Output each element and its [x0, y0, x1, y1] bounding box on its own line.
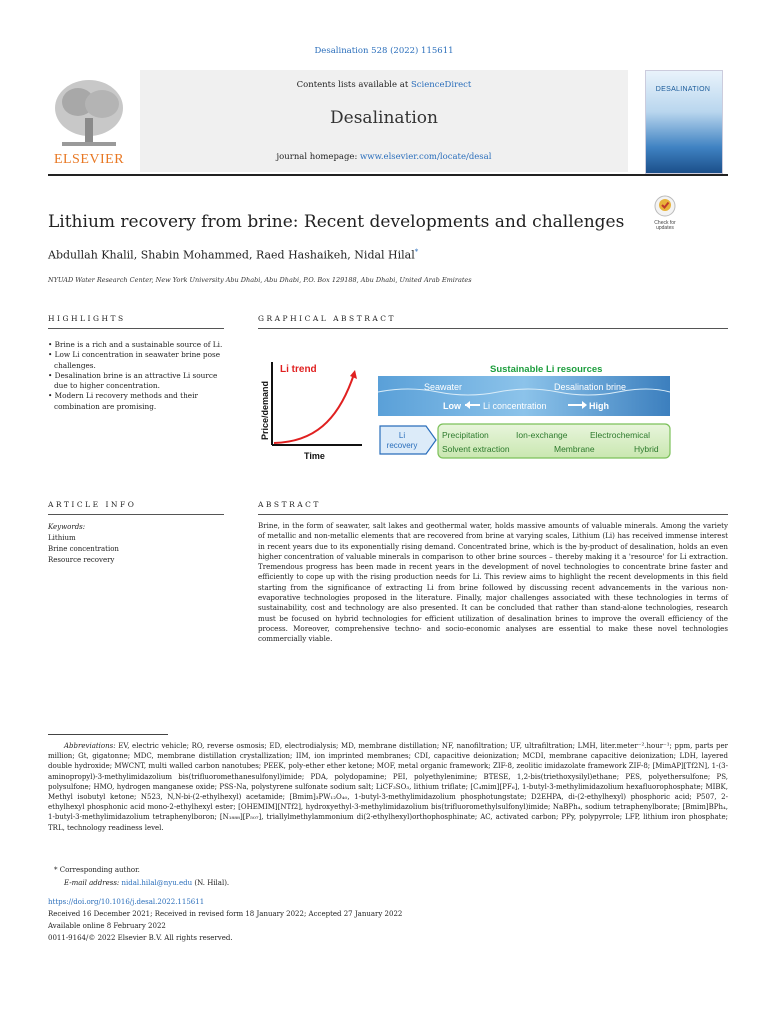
- abbreviations-footnote: [48, 741, 728, 833]
- author-names[interactable]: Abdullah Khalil, Shabin Mohammed, Raed Hashaikeh, Nidal Hilal: [48, 248, 415, 262]
- seawater-label: Seawater: [424, 382, 463, 392]
- check-updates-label-2: updates: [656, 225, 674, 231]
- check-updates-icon: [654, 195, 676, 217]
- keyword-item: Resource recovery: [48, 556, 115, 564]
- corresponding-author-note: * Corresponding author.: [54, 866, 140, 874]
- method-electrochemical: Electrochemical: [590, 430, 650, 440]
- keyword-item: Brine concentration: [48, 545, 119, 553]
- journal-reference-link[interactable]: Desalination 528 (2022) 115611: [314, 46, 454, 56]
- article-info-heading: ARTICLE INFO: [48, 500, 137, 509]
- abbreviations-text: EV, electric vehicle; RO, reverse osmosis; ED, electrodialysis; MD, membrane distillation; NF, nanofiltration; UF, ultrafiltration; LMH, liter.meter⁻².hour⁻¹; ppm, parts per million; Gt, gigatonne; MDC, membrane distillation crystallization; IIM, ion imprinted membranes; CDI, capacitive deionization; MCDI, membrane capacitive deionization; LDH, layered double hydroxide; MWCNT, multi walled carbon nanotubes; PEEK, poly-ether ether ketone; MOF, metal organic framework; ZIF-8, zeolitic imidazolate framework ZIF-8; [MimAP][Tf2N], 1-(3-aminopropyl)-3-methylimidazolium bis(trifluoromethanesulfonyl)imide; PDA, polydopamine; PEI, polyethylenimine; BTESE, 1,2-bis(triethoxysilyl)ethane; PES, polyethersulfone; PS, polysulfone; HMO, hydrogen manganese oxide; PSS-Na, polystyrene sulfonate sodium salt; LiCF₃SO₃, lithium triflate; [C₄mim][PF₆], 1-butyl-3-methylimidazolium hexafluorophosphate; MIBK, Methyl isobutyl ketone; N523, N,N-bi-(2-ethylhexyl) acetamide; [Bmim]₃PW₁₂O₄₀, 1-butyl-3-methylimidazolium phosphotungstate; D2EHPA, di-(2-ethylhexyl) phosphoric acid; P507, 2-ethylhexyl phosphonic acid mono-2-ethylhexyl ester; [OHEMIM][NTf2], hydroxyethyl-3-methylimidazolium bis(trifluoromethylsulfonyl)imide; NaBPh₄, sodium tetraphenylborate; [Bmim]BPh₄, 1-butyl-3-methylimidazolium tetraphenylboron; [N₁₈₈₈][P₅₀₇], triallylmethylammonium di(2-ethylhexyl)orthophosphinate; AC, activated carbon; PPy, polypyrrole; LFP, lithium iron phosphate; TRL, technology readiness level.: [48, 742, 729, 832]
- cover-title: DESALINATION: [655, 86, 711, 93]
- corresponding-author-mark[interactable]: *: [414, 248, 419, 256]
- contents-line: [140, 80, 628, 90]
- trend-x-label: Time: [304, 451, 325, 461]
- journal-name: Desalination: [330, 108, 438, 128]
- abstract-text: Brine, in the form of seawater, salt lakes and geothermal water, holds massive amounts of valuable minerals. Among the variety of metallic and non-metallic elements that are recovered from brine at varying scales, Lithium (Li) has received immense interest in recent years due to its exponentially rising demand. Concentrated brine, which is the by-product of desalination, holds an even higher concentration of valuable minerals in comparison to other brine sources – thereby making it a 'resource' for Li extraction. Tremendous progress has been made in recent years in the development of novel technologies to concentrate brine faster and efficiently to cope up with the rising production needs for Li. This review aims to highlight the recent developments in this field starting from the significance of extracting Li from brine followed by discussing recent advancements in the various non-evaporative technologies proposed in the literature. Finally, major challenges associated with these technologies in terms of sustainability, cost and technology are also presented. It can be concluded that rather than stand-alone technologies, research must be focused on hybrid technologies for efficient utilization of desalination brines to improve the overall efficiency of the process. Moreover, comprehensive techno- and socio-economic analyses are essential to make these novel technologies commercially viable.: [258, 521, 728, 644]
- method-hybrid: Hybrid: [634, 444, 659, 454]
- method-membrane: Membrane: [554, 444, 595, 454]
- article-info-rule: [48, 514, 224, 515]
- concentration-label: Li concentration: [483, 401, 547, 411]
- email-label: E-mail address:: [64, 879, 120, 887]
- email-line: [64, 879, 229, 887]
- trend-title: Li trend: [280, 364, 317, 375]
- highlights-heading: HIGHLIGHTS: [48, 314, 126, 323]
- keywords-label: Keywords:: [48, 523, 86, 531]
- method-solvent-extraction: Solvent extraction: [442, 444, 510, 454]
- affiliation: NYUAD Water Research Center, New York University Abu Dhabi, Abu Dhabi, P.O. Box 129188, Abu Dhabi, United Arab Emirates: [48, 276, 472, 284]
- check-for-updates-button[interactable]: [650, 195, 680, 229]
- doi-link[interactable]: https://doi.org/10.1016/j.desal.2022.115611: [48, 898, 205, 906]
- resources-title: Sustainable Li resources: [490, 364, 603, 375]
- article-title: Lithium recovery from brine: Recent developments and challenges: [48, 212, 625, 232]
- desal-brine-label: Desalination brine: [554, 382, 627, 392]
- graphical-abstract-rule: [258, 328, 728, 329]
- recovery-label-li: Li: [398, 431, 406, 440]
- email-link[interactable]: nidal.hilal@nyu.edu: [121, 879, 193, 887]
- recovery-label-recovery: recovery: [386, 441, 418, 450]
- trend-curve: [274, 374, 354, 443]
- abbreviations-label: Abbreviations:: [64, 742, 116, 750]
- journal-homepage-line: [140, 152, 628, 162]
- footnote-rule: [48, 734, 168, 735]
- highlight-item: • Desalination brine is an attractive Li source due to higher concentration.: [48, 370, 218, 391]
- low-label: Low: [443, 401, 461, 411]
- trend-y-label: Price/demand: [260, 380, 270, 440]
- graphical-abstract-heading: GRAPHICAL ABSTRACT: [258, 314, 396, 323]
- header-divider: [48, 174, 728, 176]
- elsevier-wordmark: ELSEVIER: [53, 152, 125, 167]
- keyword-item: Lithium: [48, 534, 76, 542]
- highlight-item: • Modern Li recovery methods and their combination are promising.: [48, 391, 198, 411]
- highlights-rule: [48, 328, 224, 329]
- highlights-list: [48, 340, 224, 412]
- abstract-rule: [258, 514, 728, 515]
- received-dates: Received 16 December 2021; Received in revised form 18 January 2022; Accepted 27 January 2022: [48, 910, 403, 918]
- email-suffix: (N. Hilal).: [192, 879, 230, 887]
- available-online: Available online 8 February 2022: [48, 922, 166, 930]
- homepage-link[interactable]: www.elsevier.com/locate/desal: [360, 152, 492, 162]
- copyright: 0011-9164/© 2022 Elsevier B.V. All rights reserved.: [48, 934, 233, 942]
- method-precipitation: Precipitation: [442, 430, 489, 440]
- sciencedirect-link[interactable]: ScienceDirect: [410, 80, 472, 90]
- highlight-item: • Low Li concentration in seawater brine pose challenges.: [48, 350, 221, 370]
- check-updates-label-1: Check for: [654, 220, 676, 226]
- highlight-item: • Brine is a rich and a sustainable source of Li.: [48, 340, 223, 349]
- graphical-abstract-figure[interactable]: [258, 352, 678, 470]
- method-ion-exchange: Ion-exchange: [516, 430, 568, 440]
- author-list: [48, 248, 418, 262]
- homepage-prefix: journal homepage:: [276, 152, 361, 162]
- contents-prefix: Contents lists available at: [296, 80, 411, 90]
- high-label: High: [589, 401, 609, 411]
- abstract-heading: ABSTRACT: [258, 500, 321, 509]
